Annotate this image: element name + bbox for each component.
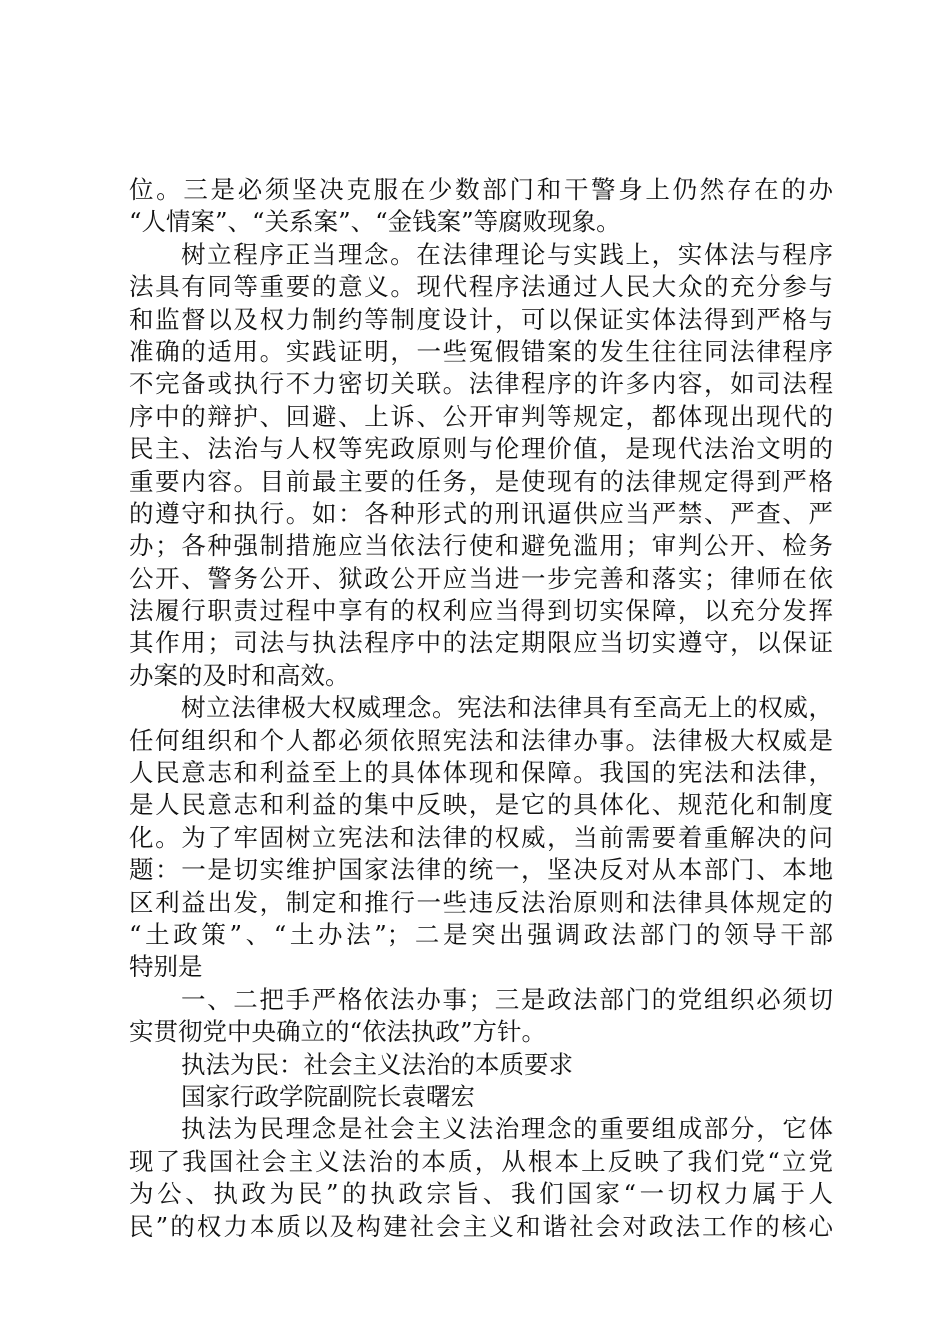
text-line: 位。三是必须坚决克服在少数部门和干警身上仍然存在的办 (129, 175, 833, 204)
text-line: 准确的适用。实践证明，一些冤假错案的发生往往同法律程序 (129, 336, 833, 366)
text-line: 区利益出发，制定和推行一些违反法治原则和法律具体规定的 (129, 887, 833, 917)
text-line: 为公、执政为民”的执政宗旨、我们国家“一切权力属于人 (129, 1179, 833, 1209)
text-line: 题：一是切实维护国家法律的统一，坚决反对从本部门、本地 (129, 855, 833, 885)
text-line: 序中的辩护、回避、上诉、公开审判等规定，都体现出现代的 (129, 401, 833, 431)
text-line: 是人民意志和利益的集中反映，是它的具体化、规范化和制度 (129, 790, 833, 820)
text-line: 现了我国社会主义法治的本质，从根本上反映了我们党“立党 (129, 1146, 833, 1176)
article-author: 国家行政学院副院长袁曙宏 (181, 1081, 475, 1111)
paragraph-first-line: 一、二把手严格依法办事；三是政法部门的党组织必须切 (181, 984, 833, 1014)
text-line: 民主、法治与人权等宪政原则与伦理价值，是现代法治文明的 (129, 434, 833, 464)
paragraph-first-line: 执法为民理念是社会主义法治理念的重要组成部分，它体 (181, 1114, 833, 1144)
text-line: 化。为了牢固树立宪法和法律的权威，当前需要着重解决的问 (129, 822, 833, 852)
document-body (129, 174, 833, 1243)
text-line: 重要内容。目前最主要的任务，是使现有的法律规定得到严格 (129, 466, 833, 496)
text-line: 法履行职责过程中享有的权利应当得到切实保障，以充分发挥 (129, 596, 833, 626)
text-line: 民”的权力本质以及构建社会主义和谐社会对政法工作的核心 (129, 1211, 833, 1241)
text-line: 特别是 (129, 952, 203, 982)
text-line: 公开、警务公开、狱政公开应当进一步完善和落实；律师在依 (129, 563, 833, 593)
text-line: “人情案”、“关系案”、“金钱案”等腐败现象。 (129, 207, 621, 237)
text-line: “土政策”、“土办法”；二是突出强调政法部门的领导干部 (129, 919, 833, 949)
text-line: 办案的及时和高效。 (129, 660, 350, 690)
article-title: 执法为民：社会主义法治的本质要求 (181, 1049, 573, 1079)
text-line: 实贯彻党中央确立的“依法执政”方针。 (129, 1017, 547, 1047)
text-line: 不完备或执行不力密切关联。法律程序的许多内容，如司法程 (129, 369, 833, 399)
text-line: 任何组织和个人都必须依照宪法和法律办事。法律极大权威是 (129, 725, 833, 755)
text-line: 人民意志和利益至上的具体体现和保障。我国的宪法和法律， (129, 758, 833, 788)
text-line: 其作用；司法与执法程序中的法定期限应当切实遵守，以保证 (129, 628, 833, 658)
paragraph-first-line: 树立程序正当理念。在法律理论与实践上，实体法与程序 (181, 239, 833, 269)
text-line: 法具有同等重要的意义。现代程序法通过人民大众的充分参与 (129, 272, 833, 302)
text-line: 的遵守和执行。如：各种形式的刑讯逼供应当严禁、严查、严 (129, 498, 833, 528)
text-line: 和监督以及权力制约等制度设计，可以保证实体法得到严格与 (129, 304, 833, 334)
text-line: 办；各种强制措施应当依法行使和避免滥用；审判公开、检务 (129, 531, 833, 561)
paragraph-first-line: 树立法律极大权威理念。宪法和法律具有至高无上的权威， (181, 693, 833, 723)
